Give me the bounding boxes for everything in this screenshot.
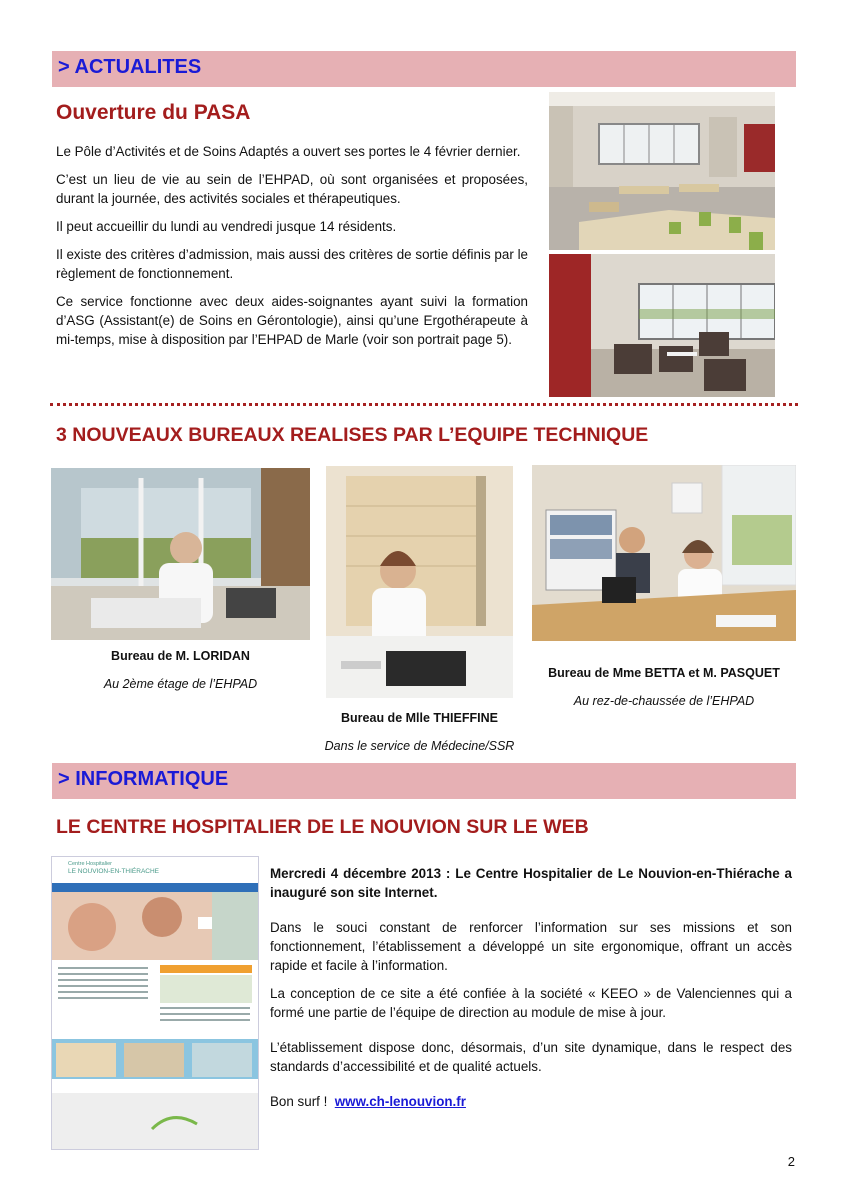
office-betta-pasquet-location: Au rez-de-chaussée de l’EHPAD [573,694,755,708]
website-logo-line2: LE NOUVION-EN-THIÉRACHE [68,868,160,875]
section-band-informatique [52,763,796,799]
website-logo-line1: Centre Hospitalier [68,861,113,867]
web-paragraph: La conception de ce site a été confiée à la société « KEEO » de Valenciennes qui a formé une partie de l’équipe de direction au module de mise à jour. [270,986,792,1020]
heading-web: LE CENTRE HOSPITALIER DE LE NOUVION SUR LE WEB [56,816,589,838]
office-loridan-photo [51,468,310,640]
section-title-actualites: > ACTUALITES [58,56,202,78]
web-article [270,864,792,1111]
web-paragraph: L’établissement dispose donc, désormais, d’un site dynamique, dans le respect des standards d’accessibilité et de qualité actuels. [270,1040,792,1074]
office-loridan-name: Bureau de M. LORIDAN [111,649,250,663]
website-screenshot [51,856,259,1150]
web-intro: Mercredi 4 décembre 2013 : Le Centre Hospitalier de Le Nouvion-en-Thiérache a inauguré son site Internet. [270,866,792,900]
website-link[interactable]: www.ch-lenouvion.fr [334,1094,466,1109]
pasa-paragraph: Ce service fonctionne avec deux aides-soignantes ayant suivi la formation d’ASG (Assistant(e) de Soins en Gérontologie), ainsi qu’une Ergothérapeute à mi-temps, mise à disposition par l’EHPAD de Marle (voir son portrait page 5). [56,294,528,347]
office-thieffine-name: Bureau de Mlle THIEFFINE [341,711,498,725]
office-loridan-location: Au 2ème étage de l’EHPAD [103,677,258,691]
heading-bureaux: 3 NOUVEAUX BUREAUX REALISES PAR L’EQUIPE TECHNIQUE [56,424,649,446]
section-divider [50,403,798,406]
pasa-paragraph: C’est un lieu de vie au sein de l’EHPAD, où sont organisées et proposées, durant la journée, des activités sociales et thérapeutiques. [56,172,528,206]
page-number: 2 [787,1154,795,1169]
web-outro-text: Bon surf ! [270,1094,328,1109]
section-title-informatique: > INFORMATIQUE [58,768,229,790]
pasa-text [56,142,528,349]
office-betta-pasquet-name: Bureau de Mme BETTA et M. PASQUET [548,666,780,680]
pasa-paragraph: Il existe des critères d’admission, mais aussi des critères de sortie définis par le règlement de fonctionnement. [56,247,528,281]
heading-pasa: Ouverture du PASA [56,101,251,124]
pasa-paragraph: Il peut accueillir du lundi au vendredi jusque 14 résidents. [56,219,397,234]
pasa-paragraph: Le Pôle d’Activités et de Soins Adaptés a ouvert ses portes le 4 février dernier. [56,144,521,159]
office-betta-pasquet-photo [532,465,796,641]
web-outro [270,1092,792,1111]
office-thieffine-location: Dans le service de Médecine/SSR [324,739,515,753]
web-paragraph: Dans le souci constant de renforcer l’information sur ses missions et son fonctionnement, l’établissement a développé un site ergonomique, offrant un accès rapide et facile à l’information. [270,920,792,973]
pasa-lounge-photo [549,254,775,397]
pasa-dining-room-photo [549,92,775,250]
section-band-actualites [52,51,796,87]
office-thieffine-photo [326,466,513,698]
